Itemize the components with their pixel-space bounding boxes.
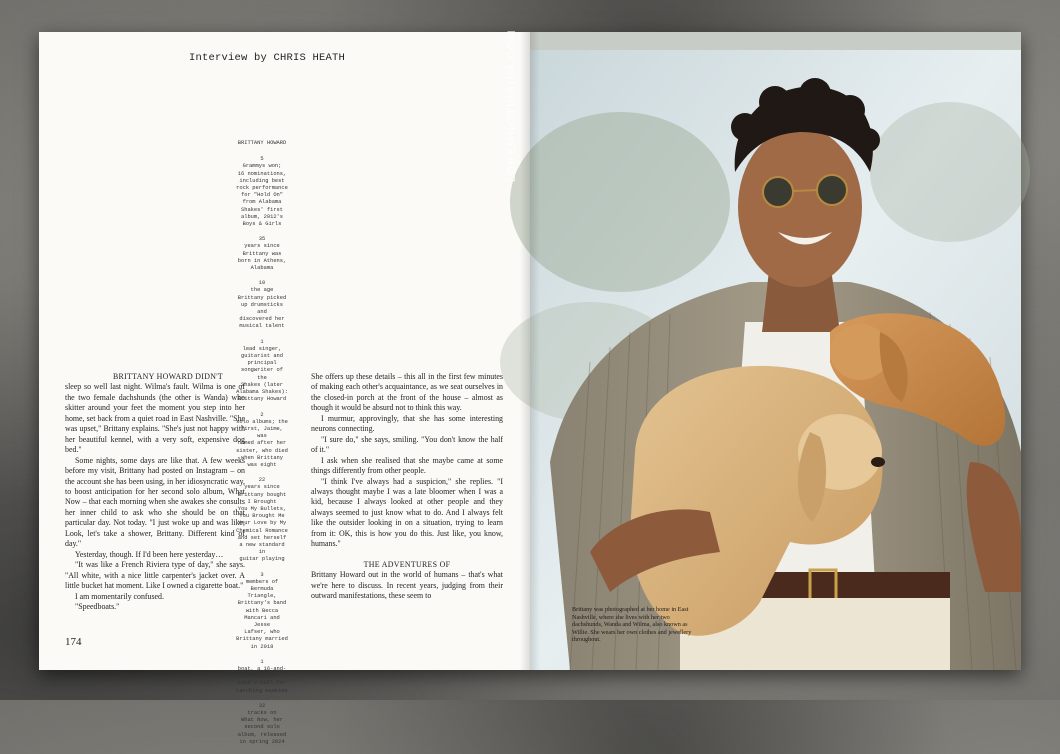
body-column-left: [65, 372, 245, 612]
section-subhead: THE ADVENTURES OF: [363, 559, 451, 569]
stat-number: 3: [260, 571, 264, 578]
stat-text: solo albums; the first, Jaime, was named after her sister, who died when Brittany was eight: [236, 418, 288, 468]
portrait-photo: [530, 32, 1021, 670]
left-page: [39, 28, 530, 745]
page-number: 174: [65, 636, 82, 648]
body-paragraph: "I sure do," she says, smiling. "You don't know the half of it.": [311, 434, 503, 455]
photo-caption: Brittany was photographed at her home in East Nashville, where she lives with her two dachshunds, Wanda and Wilma, also known as Willie. She wears her own clothes and jewellery throughout.: [572, 606, 692, 644]
stat-item: [235, 659, 289, 695]
stat-number: 2: [260, 411, 264, 418]
stat-number: 35: [258, 236, 266, 243]
stat-number: 22: [258, 477, 266, 484]
stat-number: 5: [260, 156, 264, 163]
body-paragraph: I murmur, approvingly, that she has some interesting neurons connecting.: [311, 413, 503, 434]
stats-heading: BRITTANY HOWARD: [237, 140, 287, 146]
magazine-spread: [39, 28, 1021, 745]
stat-text: lead singer, guitarist and principal songwriter of the Shakes (later Alabama Shakes): Brittany Howard: [236, 345, 288, 403]
body-paragraph: "I think I've always had a suspicion," she replies. "I always thought maybe I was a late bloomer when I was a kid, because I always looked at other people and they always seemed to just know what to do. And I always felt like the outsider looking in on a situation, trying to learn from it: OK, this is how you do this. Just like, you know, humans.": [311, 476, 503, 549]
lead-caps: BRITTANY HOWARD DIDN'T: [112, 372, 224, 381]
right-paragraphs: [311, 414, 503, 550]
stat-text: tracks on What Now, her second solo album, released in spring 2024: [237, 710, 287, 745]
stat-number: 1: [260, 658, 264, 665]
stat-text: years since Brittany was born in Athens, Alabama: [237, 243, 287, 272]
body-column-right: [311, 372, 503, 602]
left-paragraphs: [65, 456, 245, 613]
stat-text: Grammys won; 16 nominations, including best rock performance for "Hold On" from Alabama Shakes' first album, 2012's Boys & Girls: [236, 163, 288, 228]
stat-item: [235, 236, 289, 272]
right-first-paragraph: She offers up these details – this all in the first few minutes of making each other's acquaintance, as we seat ourselves in the closed-in porch at the front of the house – almost as though it would be absurd not to think this way.: [311, 372, 503, 413]
byline: Interview by CHRIS HEATH: [189, 52, 346, 64]
stat-item: [235, 280, 289, 330]
body-paragraph: Yesterday, though. If I'd been here yesterday…: [75, 549, 224, 559]
body-paragraph: I ask when she realised that she maybe came at some things differently from other people.: [311, 455, 503, 476]
stat-text: boat, a 16-and- a-half-foot Land V-hull for catching muskies: [236, 666, 288, 694]
stat-text: the age Brittany picked up drumsticks and discovered her musical talent: [237, 287, 287, 330]
subhead-paragraph: Brittany Howard out in the world of humans – that's what we're here to discuss. In recent years, judging from their outward manifestations, these seem to: [311, 570, 503, 601]
stat-number: 1: [260, 338, 264, 345]
body-paragraph: "It was like a French Riviera type of day," she says. "All white, with a nice little carpenter's jacket over. A little bucket hat moment. Like I owned a cigarette boat.": [65, 560, 245, 591]
stat-text: members of Bermuda Triangle, Brittany's band with Becca Mancari and Jesse Lafser, who Brittany married in 2018: [236, 578, 288, 650]
site-watermark: LOREMNOTIPSUM.COM: [506, 28, 518, 182]
stat-text: years since Brittany bought I Brought You My Bullets, You Brought Me Your Love by My Chemical Romance and set herself a new standard in guitar playing: [236, 484, 288, 563]
stat-item: [235, 703, 289, 746]
stat-item: [235, 156, 289, 228]
stat-number: 10: [258, 280, 266, 287]
body-paragraph: "Speedboats.": [75, 601, 120, 611]
lead-paragraph: sleep so well last night. Wilma's fault. Wilma is one of the two female dachshunds (the other is Wanda) who skitter around your feet the moment you step into her home, set back from a quiet road in East Nashville. "She was upset," Brittany explains. "She's just not happy with her beautiful kennel, with a very soft, expensive dog bed.": [65, 382, 245, 455]
body-paragraph: Some nights, some days are like that. A few weeks before my visit, Brittany had posted on Instagram – on the account she has been using, in her idiosyncratic way, to boost anticipation for her second solo album, What Now – that each morning when she awakes she consults her inner child to ask who she should be on that particular day. Not today. "I just woke up and was like, Look, let's take a shower, Brittany. Different kind of day.": [65, 455, 245, 549]
right-page: [530, 32, 1021, 670]
stat-number: 32: [258, 702, 266, 709]
body-paragraph: I am momentarily confused.: [75, 591, 164, 601]
